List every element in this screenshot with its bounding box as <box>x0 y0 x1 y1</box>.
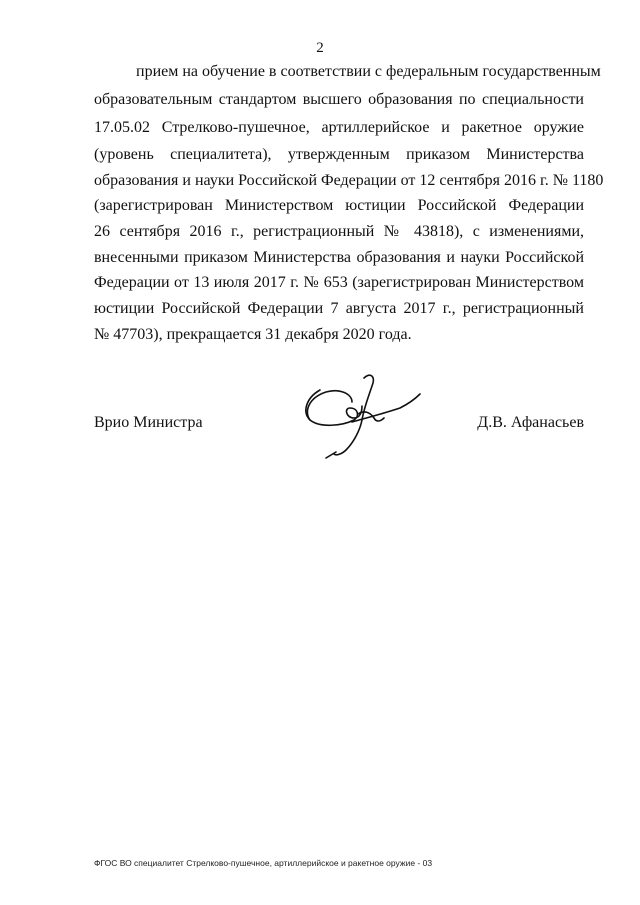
body-line: юстиции Российской Федерации 7 августа 2017 г., регистрационный <box>94 300 584 317</box>
body-line: прием на обучение в соответствии с федеральным государственным <box>136 63 601 80</box>
body-line: (уровень специалитета), утвержденным приказом Министерства <box>94 146 584 163</box>
body-line: № 47703), прекращается 31 декабря 2020 года. <box>94 326 412 343</box>
body-line: образования и науки Российской Федерации от 12 сентября 2016 г. № 1180 <box>94 172 604 189</box>
page-number: 2 <box>316 40 324 56</box>
body-line: 26 сентября 2016 г., регистрационный № 43818), с изменениями, <box>94 223 584 240</box>
body-line: внесенными приказом Министерства образования и науки Российской <box>94 249 584 266</box>
body-line: Федерации от 13 июля 2017 г. № 653 (зарегистрирован Министерством <box>94 274 584 291</box>
body-line: 17.05.02 Стрелково-пушечное, артиллерийское и ракетное оружие <box>94 119 584 136</box>
signatory-name: Д.В. Афанасьев <box>477 414 584 431</box>
handwritten-signature <box>296 368 426 460</box>
body-line: образовательным стандартом высшего образования по специальности <box>94 91 584 108</box>
document-footer: ФГОС ВО специалитет Стрелково-пушечное, артиллерийское и ракетное оружие - 03 <box>94 858 433 868</box>
signature-title: Врио Министра <box>94 414 203 431</box>
body-line: (зарегистрирован Министерством юстиции Российской Федерации <box>94 197 584 214</box>
